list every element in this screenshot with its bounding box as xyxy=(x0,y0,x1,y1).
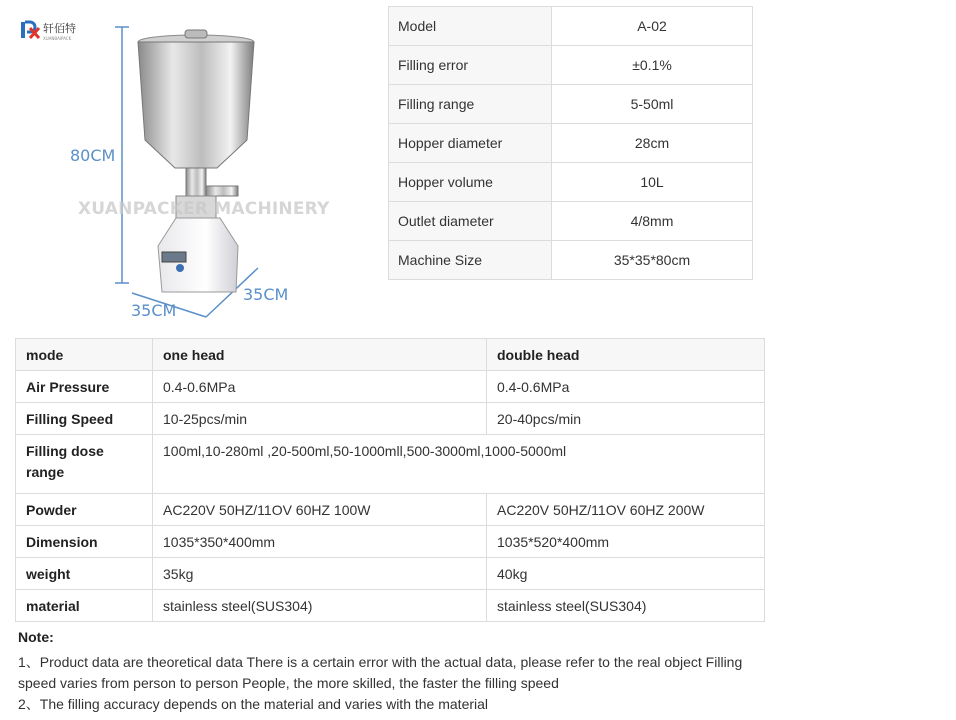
depth-label: 35CM xyxy=(243,285,289,304)
logo-text: 轩佰特 xyxy=(43,21,76,35)
table-row xyxy=(16,494,765,526)
spec-value: 35*35*80cm xyxy=(552,241,753,280)
spec-value: 10L xyxy=(552,163,753,202)
column-header: mode xyxy=(16,339,153,371)
spec-key: Filling range xyxy=(389,85,552,124)
spec-key: Hopper diameter xyxy=(389,124,552,163)
table-cell: 1035*350*400mm xyxy=(153,526,487,558)
table-cell: stainless steel(SUS304) xyxy=(487,590,765,622)
watermark: XUANPACKER MACHINERY xyxy=(78,199,330,219)
spec-key: Hopper volume xyxy=(389,163,552,202)
table-cell: 0.4-0.6MPa xyxy=(153,371,487,403)
table-header-row xyxy=(16,339,765,371)
table-row xyxy=(16,558,765,590)
note-item: 2、The filling accuracy depends on the material and varies with the material xyxy=(18,696,489,712)
table-cell: 1035*520*400mm xyxy=(487,526,765,558)
column-header: double head xyxy=(487,339,765,371)
table-cell: 100ml,10-280ml ,20-500ml,50-1000mll,500-3000ml,1000-5000ml xyxy=(153,435,765,494)
spec-key: Machine Size xyxy=(389,241,552,280)
spec-value: A-02 xyxy=(552,7,753,46)
spec-row xyxy=(389,124,753,163)
table-row xyxy=(16,590,765,622)
spec-row xyxy=(389,241,753,280)
table-row xyxy=(16,526,765,558)
width-label: 35CM xyxy=(131,301,177,320)
table-row xyxy=(16,435,765,494)
table-cell: 10-25pcs/min xyxy=(153,403,487,435)
table-row xyxy=(16,403,765,435)
table-cell: Powder xyxy=(16,494,153,526)
table-cell: AC220V 50HZ/11OV 60HZ 100W xyxy=(153,494,487,526)
table-cell: weight xyxy=(16,558,153,590)
table-cell: stainless steel(SUS304) xyxy=(153,590,487,622)
table-cell: 0.4-0.6MPa xyxy=(487,371,765,403)
hopper xyxy=(138,30,254,196)
table-cell: Filling dose range xyxy=(16,435,153,494)
spec-row xyxy=(389,163,753,202)
spec-row xyxy=(389,7,753,46)
spec-key: Filling error xyxy=(389,46,552,85)
spec-value: ±0.1% xyxy=(552,46,753,85)
table-cell: Air Pressure xyxy=(16,371,153,403)
notes-section xyxy=(18,627,758,715)
spec-value: 5-50ml xyxy=(552,85,753,124)
comparison-table xyxy=(15,338,765,622)
spec-row xyxy=(389,85,753,124)
spec-table xyxy=(388,6,753,280)
height-dimension-line xyxy=(115,27,129,283)
note-item: 1、Product data are theoretical data There is a certain error with the actual data, please refer to the real object Filling speed varies from person to person People, the more skilled, the faster the filling speed xyxy=(18,654,743,691)
table-row xyxy=(16,371,765,403)
table-cell: Dimension xyxy=(16,526,153,558)
spec-value: 4/8mm xyxy=(552,202,753,241)
column-header: one head xyxy=(153,339,487,371)
table-cell: 20-40pcs/min xyxy=(487,403,765,435)
table-cell: material xyxy=(16,590,153,622)
table-cell: Filling Speed xyxy=(16,403,153,435)
logo-subtext: XUANBAIPACK xyxy=(43,35,72,41)
spec-value: 28cm xyxy=(552,124,753,163)
spec-row xyxy=(389,202,753,241)
notes-title: Note: xyxy=(18,629,54,645)
table-cell: 35kg xyxy=(153,558,487,590)
spec-row xyxy=(389,46,753,85)
height-label: 80CM xyxy=(70,146,116,165)
table-cell: 40kg xyxy=(487,558,765,590)
spec-key: Model xyxy=(389,7,552,46)
product-image xyxy=(0,0,380,330)
machine-illustration xyxy=(0,0,380,330)
spec-key: Outlet diameter xyxy=(389,202,552,241)
table-cell: AC220V 50HZ/11OV 60HZ 200W xyxy=(487,494,765,526)
